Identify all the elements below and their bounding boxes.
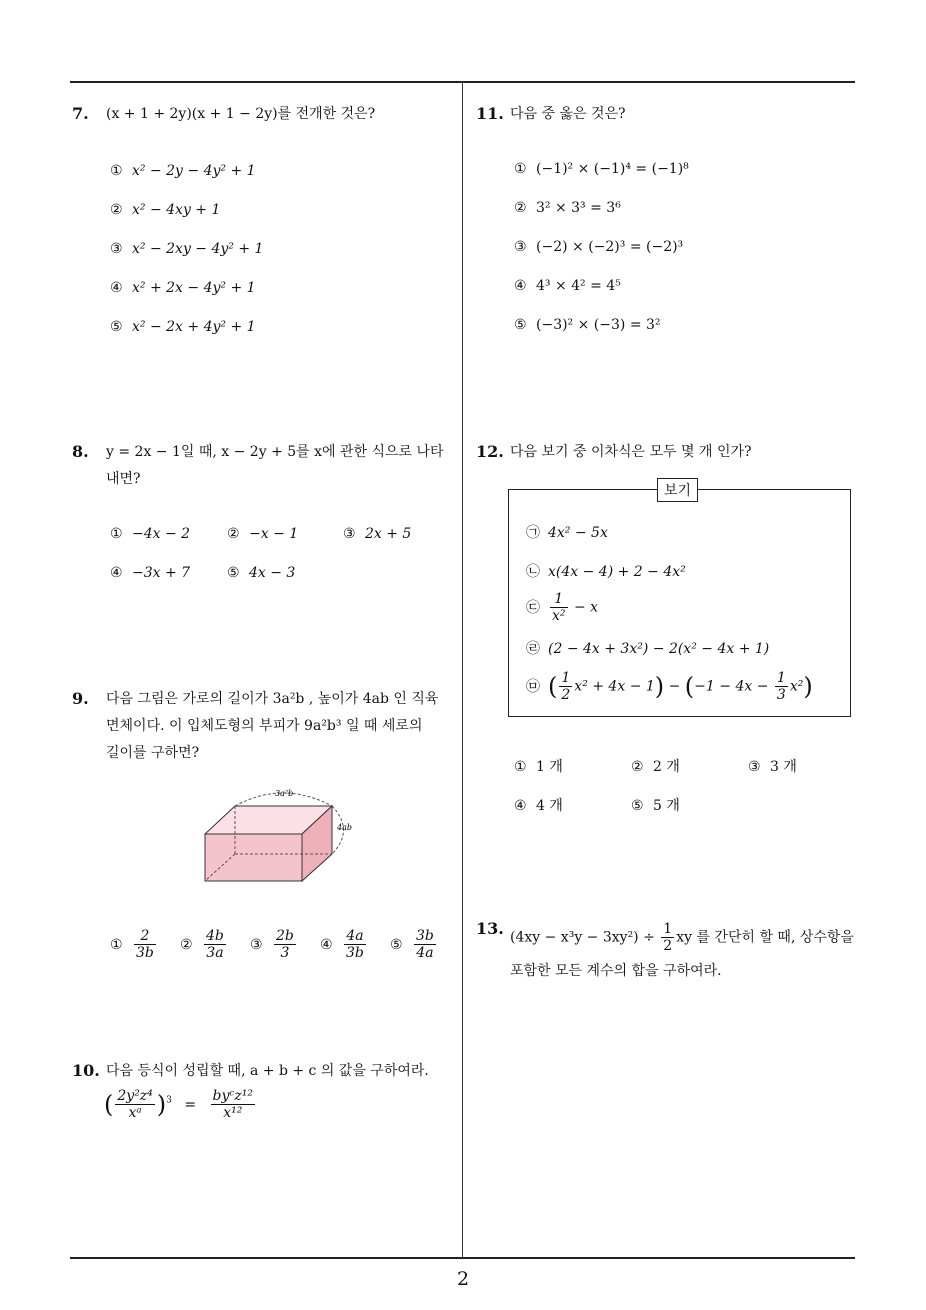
column-divider <box>462 82 463 1258</box>
example-box-label: 보기 <box>657 478 698 502</box>
q12-option-1[interactable]: ① 1 개 <box>514 759 563 775</box>
q10-left-paren: ( <box>104 1090 114 1119</box>
q13-question-line1: (4xy − x³y − 3xy²) ÷ $\frac{1}{2}$ xy 를 간단히 할 때, 상수항을 <box>510 921 854 954</box>
q12-option-3[interactable]: ③ 3 개 <box>748 759 797 775</box>
example-item-5-paren-close-1: ) <box>654 672 665 701</box>
q10-question: 다음 등식이 성립할 때, a + b + c 의 값을 구하여라. <box>106 1063 429 1079</box>
q11-option-4[interactable]: ④ 4³ × 4² = 4⁵ <box>514 278 621 294</box>
q7-option-3[interactable]: ③ x² − 2xy − 4y² + 1 <box>110 241 264 257</box>
q8-question-line1: y = 2x − 1일 때, x − 2y + 5를 x에 관한 식으로 나타 <box>106 444 444 460</box>
q9-option-1-fraction: $\frac{2}{3b}$ <box>136 928 154 961</box>
q13-question-line2: 포함한 모든 계수의 합을 구하여라. <box>510 963 722 979</box>
example-item-5-paren-open-1: ( <box>548 672 558 701</box>
q9-option-1[interactable]: ① $\frac{2}{3b}$ <box>110 928 154 961</box>
example-item-5-fraction-2: $\frac{1}{3}$ <box>776 670 786 703</box>
q11-option-5[interactable]: ⑤ (−3)² × (−3) = 3² <box>514 317 661 333</box>
q10-lhs-fraction: $\frac{\text{2y²z⁴}}{\text{xᵃ}}$ <box>117 1088 153 1121</box>
q9-question-line1: 다음 그림은 가로의 길이가 3a²b , 높이가 4ab 인 직육 <box>106 691 439 707</box>
example-item-3-fraction: $\frac{1}{\text{x²}}$ <box>552 591 566 624</box>
example-item-1: ㉠ 4x² − 5x <box>526 525 608 541</box>
q7-number: 7. <box>72 104 89 123</box>
example-item-5-fraction-1: $\frac{1}{2}$ <box>561 670 571 703</box>
page-number: 2 <box>456 1268 470 1290</box>
q12-option-4[interactable]: ④ 4 개 <box>514 798 563 814</box>
q8-option-4[interactable]: ④ −3x + 7 <box>110 565 191 581</box>
bottom-rule <box>70 1257 855 1259</box>
q7-option-1[interactable]: ① x² − 2y − 4y² + 1 <box>110 163 256 179</box>
q9-question-line2: 면체이다. 이 입체도형의 부피가 9a²b³ 일 때 세로의 <box>106 718 423 734</box>
q11-question: 다음 중 옳은 것은? <box>510 106 626 122</box>
q12-number: 12. <box>476 442 504 461</box>
q10-equation <box>104 1088 257 1121</box>
example-item-5: ㉤ ( $\frac{1}{2}$ x² + 4x − 1) − (−1 − 4x − $\frac{1}{3}$ x²) <box>526 670 813 703</box>
q11-option-3[interactable]: ③ (−2) × (−2)³ = (−2)³ <box>514 239 684 255</box>
q8-question-line2: 내면? <box>106 471 141 487</box>
prism-front-face <box>205 834 302 881</box>
width-label: 3a²b <box>275 789 294 798</box>
q7-question: (x + 1 + 2y)(x + 1 − 2y)를 전개한 것은? <box>106 106 376 122</box>
q7-option-4[interactable]: ④ x² + 2x − 4y² + 1 <box>110 280 256 296</box>
q11-number: 11. <box>476 104 504 123</box>
q9-option-5-fraction: $\frac{3b}{4a}$ <box>416 928 434 961</box>
q9-option-3-fraction: $\frac{2b}{3}$ <box>276 928 294 961</box>
q9-option-4-fraction: $\frac{4a}{3b}$ <box>346 928 364 961</box>
q9-option-3[interactable]: ③ $\frac{2b}{3}$ <box>250 928 294 961</box>
q11-option-2[interactable]: ② 3² × 3³ = 3⁶ <box>514 200 621 216</box>
example-item-5-paren-close-2: ) <box>803 672 813 701</box>
example-item-3: ㉢ $\frac{1}{\text{x²}}$ − x <box>526 591 599 624</box>
q11-option-1[interactable]: ① (−1)² × (−1)⁴ = (−1)⁸ <box>514 161 689 177</box>
q13-number: 13. <box>476 919 504 938</box>
q10-right-paren: ) <box>156 1090 167 1119</box>
q10-equals: = <box>184 1096 197 1113</box>
q8-option-1[interactable]: ① −4x − 2 <box>110 526 191 542</box>
q7-option-5[interactable]: ⑤ x² − 2x + 4y² + 1 <box>110 319 256 335</box>
q7-option-2[interactable]: ② x² − 4xy + 1 <box>110 202 221 218</box>
example-item-2: ㉡ x(4x − 4) + 2 − 4x² <box>526 564 686 580</box>
q8-option-2[interactable]: ② −x − 1 <box>227 526 299 542</box>
q9-option-2[interactable]: ② $\frac{4b}{3a}$ <box>180 928 224 961</box>
q10-number: 10. <box>72 1061 100 1080</box>
q10-lhs-exponent: 3 <box>166 1095 172 1106</box>
q12-question: 다음 보기 중 이차식은 모두 몇 개 인가? <box>510 444 752 460</box>
example-item-4: ㉣ (2 − 4x + 3x²) − 2(x² − 4x + 1) <box>526 641 770 657</box>
q8-number: 8. <box>72 442 89 461</box>
rectangular-prism-figure <box>195 782 365 884</box>
q9-option-5[interactable]: ⑤ $\frac{3b}{4a}$ <box>390 928 434 961</box>
q13-fraction: $\frac{1}{2}$ <box>663 921 673 954</box>
q9-option-2-fraction: $\frac{4b}{3a}$ <box>206 928 224 961</box>
q12-option-2[interactable]: ② 2 개 <box>631 759 680 775</box>
q8-option-3[interactable]: ③ 2x + 5 <box>343 526 412 542</box>
q10-rhs-fraction: $\frac{\text{byᶜz¹²}}{\text{x¹²}}$ <box>212 1088 253 1121</box>
q9-option-4[interactable]: ④ $\frac{4a}{3b}$ <box>320 928 364 961</box>
height-label: 4ab <box>337 823 352 832</box>
q12-option-5[interactable]: ⑤ 5 개 <box>631 798 680 814</box>
example-item-5-paren-open-2: ( <box>684 672 695 701</box>
q8-option-5[interactable]: ⑤ 4x − 3 <box>227 565 296 581</box>
q9-number: 9. <box>72 689 89 708</box>
q9-question-line3: 길이를 구하면? <box>106 745 200 761</box>
